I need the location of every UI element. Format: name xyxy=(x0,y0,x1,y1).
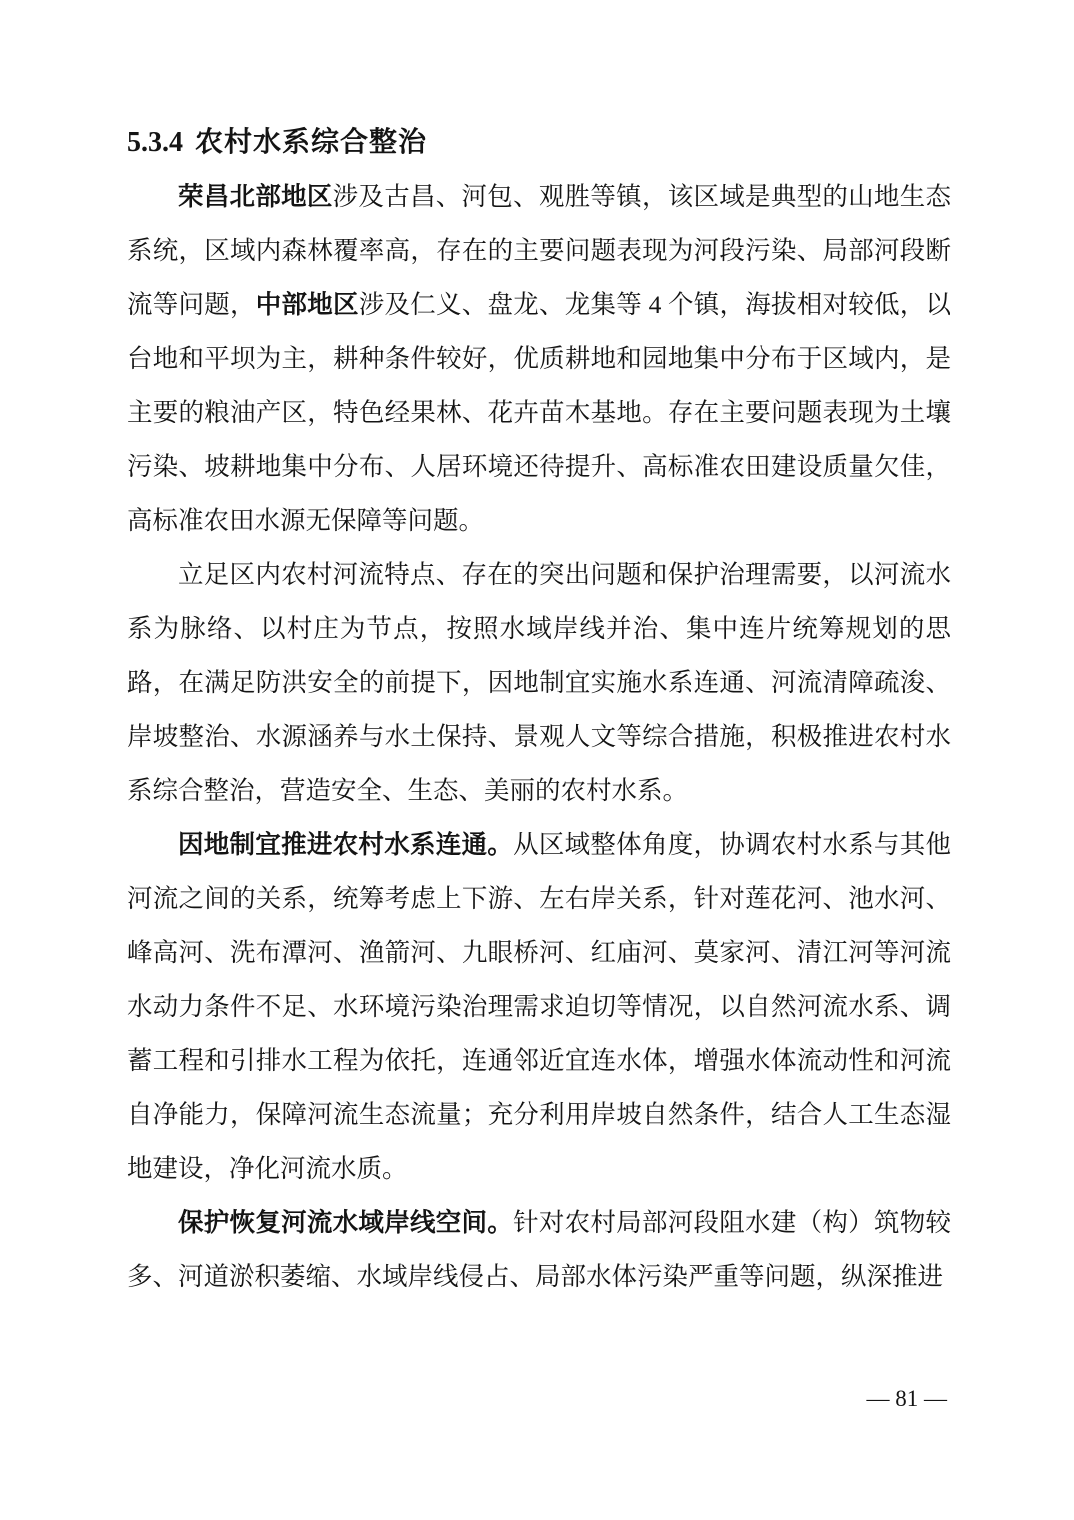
bold-text-run: 中部地区 xyxy=(255,290,359,319)
section-title: 农村水系综合整治 xyxy=(195,127,428,158)
bold-text-run: 保护恢复河流水域岸线空间。 xyxy=(178,1208,514,1237)
bold-text-run: 因地制宜推进农村水系连通。 xyxy=(178,830,514,859)
text-run: 涉及古昌、河包、观胜等镇，该区域是典型的山地生态系统，区域内森林覆率高，存在的主要问题表现为河段污染、局部河段断流等问题， xyxy=(127,182,951,319)
text-run: 从区域整体角度，协调农村水系与其他河流之间的关系，统筹考虑上下游、左右岸关系，针对莲花河、池水河、峰高河、洗布潭河、渔箭河、九眼桥河、红庙河、莫家河、清江河等河流水动力条件不足、水环境污染治理需求迫切等情况，以自然河流水系、调蓄工程和引排水工程为依托，连通邻近宜连水体，增强水体流动性和河流自净能力，保障河流生态流量；充分利用岸坡自然条件，结合人工生态湿地建设，净化河流水质。 xyxy=(127,830,951,1183)
section-heading xyxy=(127,116,951,170)
bold-text-run: 荣昌北部地区 xyxy=(178,182,333,211)
text-run: 针对农村局部河段阻水建（构）筑物较多、河道淤积萎缩、水域岸线侵占、局部水体污染严重等问题，纵深推进 xyxy=(127,1208,951,1291)
paragraph-planning-approach xyxy=(127,548,951,818)
paragraph-region-overview xyxy=(127,170,951,548)
paragraph-shoreline-protection xyxy=(127,1196,951,1304)
text-run: 立足区内农村河流特点、存在的突出问题和保护治理需要，以河流水系为脉络、以村庄为节点，按照水域岸线并治、集中连片统筹规划的思路，在满足防洪安全的前提下，因地制宜实施水系连通、河流清障疏浚、岸坡整治、水源涵养与水土保持、景观人文等综合措施，积极推进农村水系综合整治，营造安全、生态、美丽的农村水系。 xyxy=(127,560,951,805)
text-run: 涉及仁义、盘龙、龙集等 4 个镇，海拔相对较低，以台地和平坝为主，耕种条件较好，优质耕地和园地集中分布于区域内，是主要的粮油产区，特色经果林、花卉苗木基地。存在主要问题表现为土壤污染、坡耕地集中分布、人居环境还待提升、高标准农田建设质量欠佳，高标准农田水源无保障等问题。 xyxy=(127,290,951,535)
page-number: — 81 — xyxy=(866,1386,947,1411)
text-block xyxy=(127,116,951,1304)
paragraph-water-system-connectivity xyxy=(127,818,951,1196)
section-number: 5.3.4 xyxy=(127,127,183,158)
